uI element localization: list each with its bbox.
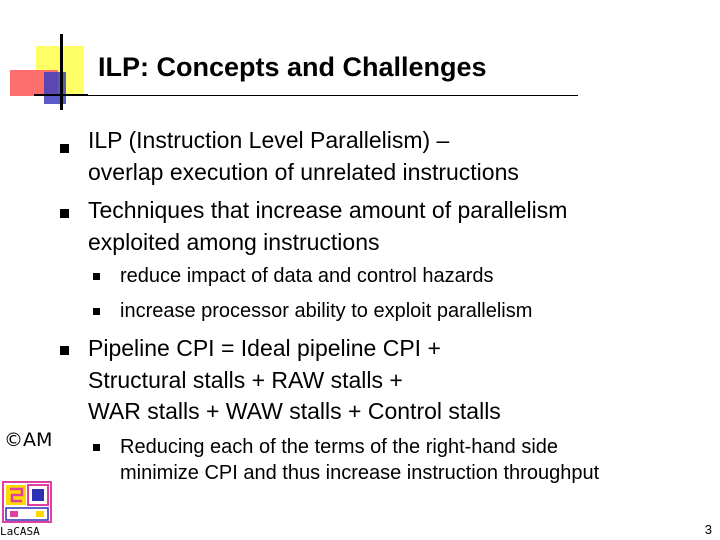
sub-bullet-2-line-1: increase processor ability to exploit parallelism — [120, 300, 533, 322]
copyright-mark: ©AM — [4, 429, 53, 451]
bullet-3-line-3: WAR stalls + WAW stalls + Control stalls — [88, 398, 501, 424]
deco-horizontal-line — [34, 94, 88, 96]
sub-bullet-3-line-2: minimize CPI and thus increase instruction throughput — [120, 462, 600, 484]
bullet-marker — [60, 144, 69, 153]
bullet-marker — [60, 346, 69, 355]
bullet-1-line-2: overlap execution of unrelated instructions — [88, 159, 519, 185]
bullet-3-line-1: Pipeline CPI = Ideal pipeline CPI + — [88, 335, 441, 361]
sub-bullet-3-line-1: Reducing each of the terms of the right-hand side — [120, 436, 559, 458]
sub-bullet-marker — [93, 444, 100, 451]
deco-title-rule — [88, 95, 578, 96]
deco-vertical-line — [60, 34, 63, 110]
page-number: 3 — [704, 522, 712, 537]
lacasa-label — [0, 525, 40, 538]
sub-bullet-1-line-1: reduce impact of data and control hazards — [120, 265, 494, 287]
sub-bullet-marker — [93, 308, 100, 315]
lacasa-text: LaCASA — [0, 525, 40, 538]
lacasa-logo-icon — [2, 481, 52, 523]
bullet-1-line-1: ILP (Instruction Level Parallelism) – — [88, 127, 450, 153]
bullet-2-line-2: exploited among instructions — [88, 229, 380, 255]
bullet-3-line-2: Structural stalls + RAW stalls + — [88, 367, 403, 393]
bullet-2-line-1: Techniques that increase amount of parallelism — [88, 197, 568, 223]
slide-title: ILP: Concepts and Challenges — [98, 52, 487, 82]
bullet-marker — [60, 209, 69, 218]
sub-bullet-marker — [93, 273, 100, 280]
